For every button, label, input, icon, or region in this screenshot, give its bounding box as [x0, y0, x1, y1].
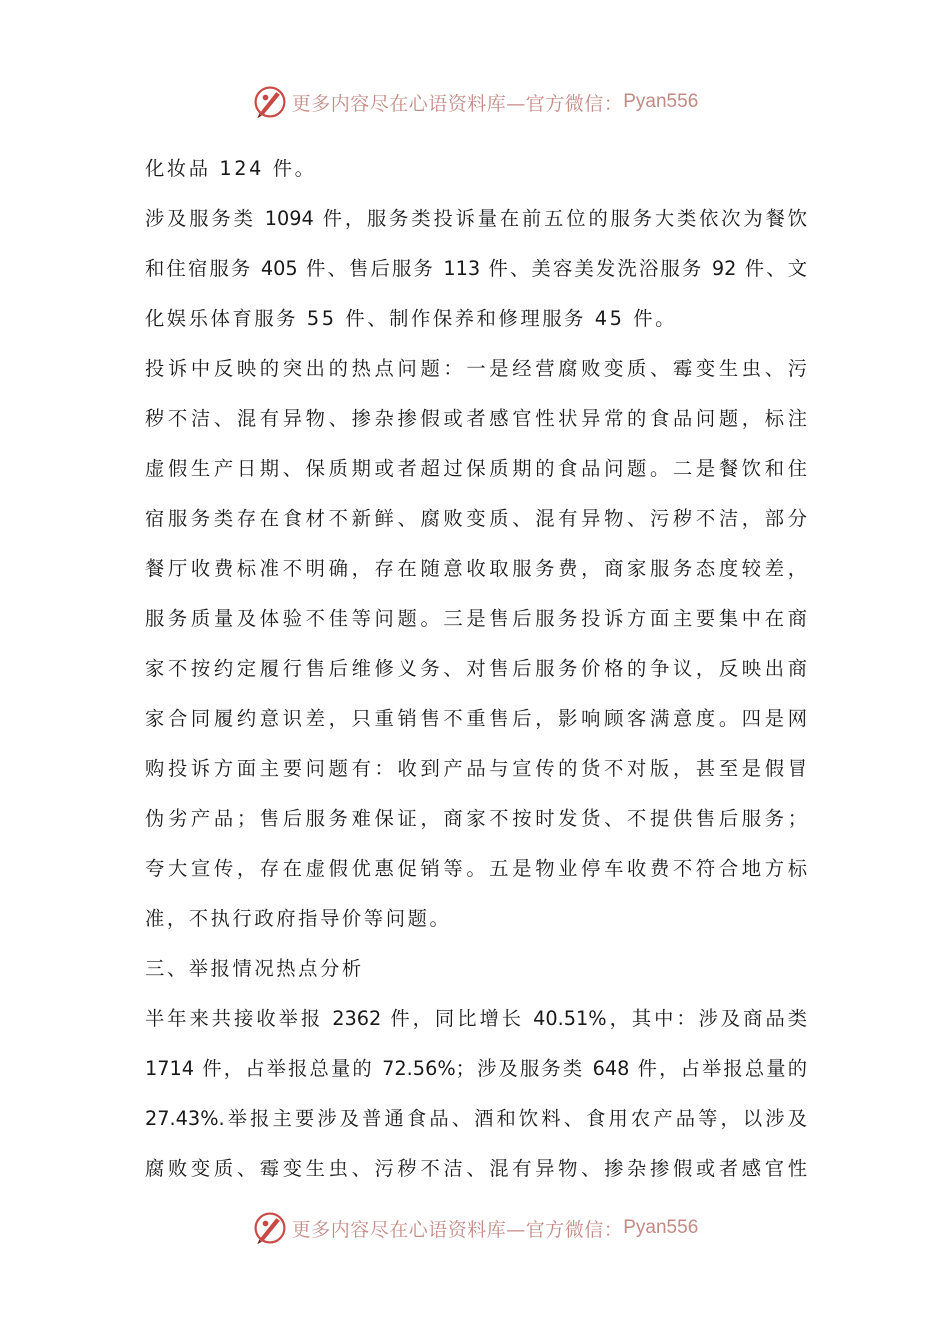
text-line-13: 购投诉方面主要问题有：收到产品与宣传的货不对版，甚至是假冒	[145, 757, 807, 780]
watermark-wechat-id: Pyan556	[623, 91, 699, 112]
text-line-21: 腐败变质、霉变生虫、污秽不洁、混有异物、掺杂掺假或者感官性	[145, 1157, 807, 1180]
text-line-6: 秽不洁、混有异物、掺杂掺假或者感官性状异常的食品问题，标注	[145, 407, 807, 430]
document-body	[145, 146, 807, 1196]
text-line-14: 伪劣产品；售后服务难保证，商家不按时发货、不提供售后服务；	[145, 807, 807, 830]
pen-logo-icon	[252, 84, 288, 120]
text-line-20: 27.43%.举报主要涉及普通食品、酒和饮料、食用农产品等，以涉及	[145, 1107, 807, 1130]
text-line-16: 准，不执行政府指导价等问题。	[145, 907, 452, 930]
text-line-4: 化娱乐体育服务 55 件、制作保养和修理服务 45 件。	[145, 307, 678, 330]
text-line-7: 虚假生产日期、保质期或者超过保质期的食品问题。二是餐饮和住	[145, 457, 807, 480]
watermark-site-text: 更多内容尽在心语资料库—官方微信：	[291, 92, 624, 115]
watermark-banner-top	[0, 82, 950, 122]
text-line-9: 餐厅收费标准不明确，存在随意收取服务费，商家服务态度较差，	[145, 557, 807, 580]
text-line-5: 投诉中反映的突出的热点问题：一是经营腐败变质、霉变生虫、污	[145, 357, 807, 380]
text-line-15: 夸大宣传，存在虚假优惠促销等。五是物业停车收费不符合地方标	[145, 857, 807, 880]
text-line-11: 家不按约定履行售后维修义务、对售后服务价格的争议，反映出商	[145, 657, 807, 680]
text-line-10: 服务质量及体验不佳等问题。三是售后服务投诉方面主要集中在商	[145, 607, 807, 630]
text-line-8: 宿服务类存在食材不新鲜、腐败变质、混有异物、污秽不洁，部分	[145, 507, 807, 530]
text-line-3: 和住宿服务 405 件、售后服务 113 件、美容美发洗浴服务 92 件、文	[145, 257, 807, 280]
text-line-1: 化妆品 124 件。	[145, 157, 317, 180]
section-heading: 三、举报情况热点分析	[145, 957, 364, 980]
watermark-banner-bottom	[0, 1208, 950, 1248]
text-line-18: 半年来共接收举报 2362 件，同比增长 40.51%，其中：涉及商品类	[145, 1007, 807, 1030]
watermark-wechat-id: Pyan556	[623, 1217, 699, 1238]
text-line-2: 涉及服务类 1094 件，服务类投诉量在前五位的服务大类依次为餐饮	[145, 207, 807, 230]
watermark-site-text: 更多内容尽在心语资料库—官方微信：	[291, 1218, 624, 1241]
text-line-12: 家合同履约意识差，只重销售不重售后，影响顾客满意度。四是网	[145, 707, 807, 730]
text-line-19: 1714 件，占举报总量的 72.56%；涉及服务类 648 件，占举报总量的	[145, 1057, 807, 1080]
pen-logo-icon	[252, 1210, 288, 1246]
